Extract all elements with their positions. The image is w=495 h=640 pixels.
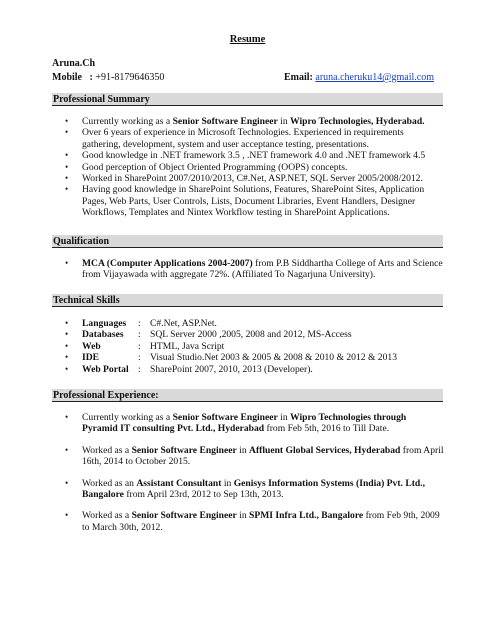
mobile-label: Mobile (52, 72, 82, 83)
item-text-post: from April 16th, 2014 to October 2015. (82, 444, 444, 468)
qualification-item (52, 258, 444, 281)
item-text-b1: Assistant Consultant (136, 477, 222, 489)
summary-item (52, 173, 444, 184)
bullet-icon: • (65, 173, 69, 184)
bullet-icon: • (65, 150, 69, 161)
mobile-separator: : (89, 72, 93, 83)
summary-item (52, 116, 444, 127)
skill-value: SharePoint 2007, 2010, 2013 (Developer). (150, 363, 313, 375)
item-text-pre: Currently working as a (82, 412, 173, 423)
item-text-pre: Having good knowledge in SharePoint Solutions, Features, SharePoint Sites, Application Pages, Web Parts, User Controls, Lists, Document Libraries, Event Handlers, Designer Workflows, Templates and Nintex Workflow testing in SharePoint Applications. (82, 184, 425, 219)
bullet-icon: • (65, 161, 69, 172)
item-text-pre: Good perception of Object Oriented Programming (OOPS) concepts. (82, 161, 348, 173)
skill-separator: : (138, 329, 141, 341)
skill-item (52, 364, 444, 375)
skills-list (52, 318, 444, 375)
skill-value: Visual Studio.Net 2003 & 2005 & 2008 & 2010 & 2012 & 2013 (150, 352, 397, 364)
item-text-post: from P.B Siddhartha College of Arts and Science from Vijayawada with aggregate 72%. (Affiliated To Nagarjuna University). (82, 258, 443, 281)
item-text-b1: Senior Software Engineer (131, 510, 237, 522)
summary-list (52, 116, 444, 219)
bullet-icon: • (65, 127, 69, 138)
bullet-icon: • (65, 258, 69, 268)
item-text-mid: in (277, 116, 291, 127)
skill-key: IDE (82, 352, 100, 364)
skill-item (52, 329, 444, 340)
item-text-pre: Worked in SharePoint 2007/2010/2013, C#.Net, ASP.NET, SQL Server 2005/2008/2012. (82, 173, 423, 185)
item-text-post: from April 23rd, 2012 to Sep 13th, 2013. (123, 489, 284, 501)
section-technical-skills: Technical Skills (52, 294, 443, 307)
bullet-icon: • (65, 184, 69, 195)
candidate-name: Aruna.Ch (52, 58, 96, 69)
mobile-value: +91-8179646350 (95, 72, 165, 83)
bullet-icon: • (65, 352, 69, 363)
item-text-pre: Currently working as a (82, 116, 173, 127)
skill-item (52, 352, 444, 363)
item-text-pre: Good knowledge in .NET framework 3.5 , .NET framework 4.0 and .NET framework 4.5 (82, 150, 426, 162)
bullet-icon: • (65, 412, 69, 422)
summary-item (52, 150, 444, 161)
page-title: Resume (229, 34, 266, 45)
skill-separator: : (138, 352, 141, 364)
section-professional-summary: Professional Summary (52, 93, 443, 106)
bullet-icon: • (65, 318, 69, 328)
summary-item (52, 162, 444, 173)
item-text-pre: Over 6 years of experience in Microsoft Technologies. Experienced in requirements gathering, development, system and user acceptance testing, presentations. (82, 127, 404, 150)
item-text-b2: SPMI Infra Ltd., Bangalore (249, 510, 364, 522)
item-text-pre: Worked as a (82, 444, 132, 456)
mobile-line (52, 72, 164, 83)
item-text-post: from Feb 9th, 2009 to March 30th, 2012. (82, 510, 440, 533)
skill-separator: : (138, 318, 141, 329)
email-label: Email: (284, 72, 313, 83)
section-qualification: Qualification (52, 235, 443, 248)
bullet-icon: • (65, 444, 69, 455)
experience-item (52, 445, 444, 468)
summary-item (52, 184, 444, 218)
bullet-icon: • (65, 363, 69, 374)
bullet-icon: • (65, 329, 69, 340)
skill-key: Web Portal (82, 363, 129, 375)
item-text-mid: in (221, 477, 234, 489)
skill-value: SQL Server 2000 ,2005, 2008 and 2012, MS-Access (150, 329, 352, 341)
item-text-mid: in (277, 412, 291, 423)
skill-key: Databases (82, 329, 124, 341)
item-text-b2: Affluent Global Services, Hyderabad (249, 444, 401, 456)
item-text-mid: in (236, 510, 250, 522)
skill-item (52, 318, 444, 329)
item-text-b2: Genisys Information Systems (India) Pvt. Ltd., Bangalore (82, 477, 426, 501)
bullet-icon: • (65, 510, 69, 521)
skill-key: Web (82, 340, 101, 352)
item-text-b2: Wipro Technologies through Pyramid IT consulting Pvt. Ltd., Hyderabad (82, 412, 407, 435)
bullet-icon: • (65, 340, 69, 351)
item-text-b2: Wipro Technologies, Hyderabad. (290, 116, 425, 127)
skill-key: Languages (82, 318, 127, 329)
qualification-list (52, 258, 444, 281)
item-text-post: from Feb 5th, 2016 to Till Date. (264, 423, 390, 435)
skill-value: C#.Net, ASP.Net. (150, 318, 217, 329)
skill-item (52, 341, 444, 352)
experience-list (52, 412, 444, 543)
email-line (284, 72, 434, 83)
item-text-pre: Worked as an (82, 477, 137, 489)
item-text-b1: Senior Software Engineer (172, 116, 278, 127)
item-text-pre: Worked as a (82, 510, 132, 522)
bullet-icon: • (65, 116, 69, 126)
item-text-b1: MCA (Computer Applications 2004-2007) (82, 258, 253, 269)
experience-item (52, 478, 444, 501)
bullet-icon: • (65, 477, 69, 488)
skill-separator: : (138, 363, 141, 375)
item-text-b1: Senior Software Engineer (172, 412, 278, 423)
skill-value: HTML, Java Script (150, 340, 225, 352)
experience-item (52, 412, 444, 435)
item-text-b1: Senior Software Engineer (131, 444, 237, 456)
email-link[interactable]: aruna.cheruku14@gmail.com (315, 72, 435, 83)
skill-separator: : (138, 340, 141, 352)
section-professional-experience: Professional Experience: (52, 389, 443, 402)
item-text-mid: in (236, 444, 250, 456)
summary-item (52, 127, 444, 150)
experience-item (52, 510, 444, 533)
